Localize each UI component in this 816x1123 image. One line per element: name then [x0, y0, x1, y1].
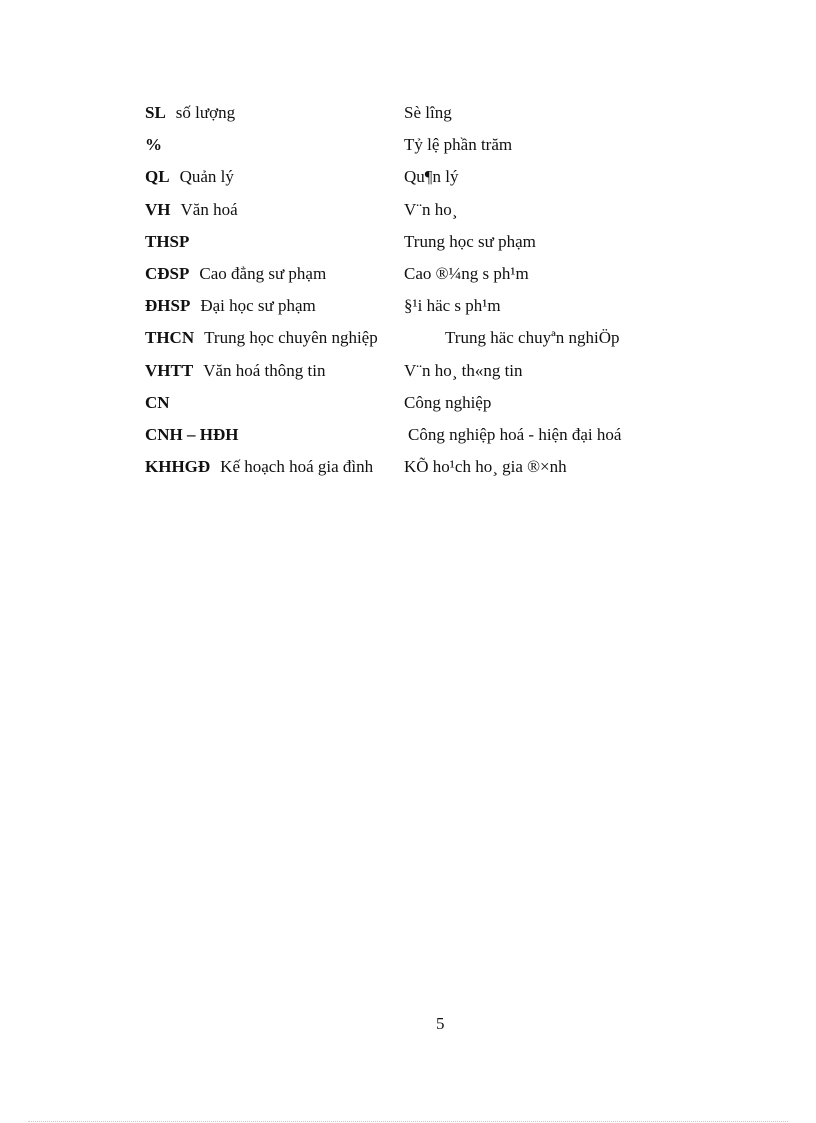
- abbreviation-term: %: [145, 135, 162, 155]
- abbreviation-legacy-text: Trung häc chuyªn nghiÖp: [445, 328, 620, 348]
- abbreviation-row-thsp: [145, 230, 705, 262]
- abbreviation-row-dhsp: [145, 294, 705, 326]
- abbreviation-term: ĐHSP: [145, 296, 191, 316]
- abbreviation-row-percent: [145, 133, 705, 165]
- abbreviation-legacy-text: Trung học sư phạm: [404, 231, 536, 251]
- abbreviation-legacy-text: Qu¶n lý: [404, 167, 459, 187]
- abbreviation-legacy-text: Công nghiệp: [404, 392, 492, 412]
- abbreviation-term: THCN: [145, 328, 195, 348]
- abbreviation-row-vhtt: [145, 359, 705, 391]
- abbreviation-term: QL: [145, 167, 170, 187]
- abbreviation-legacy-text: V¨n ho¸ th«ng tin: [404, 360, 523, 380]
- page-bottom-divider: [28, 1121, 788, 1122]
- abbreviation-term: CN: [145, 392, 170, 412]
- abbreviation-legacy-text: Cao ®¼ng s ph¹m: [404, 263, 529, 283]
- abbreviation-meaning: Trung học chuyên nghiệp: [204, 328, 378, 348]
- abbreviation-row-vh: [145, 198, 705, 230]
- abbreviation-meaning: Đại học sư phạm: [200, 296, 316, 316]
- abbreviation-meaning: Quản lý: [179, 167, 234, 187]
- abbreviation-row-cdsp: [145, 262, 705, 294]
- abbreviation-list: [145, 101, 705, 487]
- abbreviation-row-cnh-hdh: [145, 423, 705, 455]
- abbreviation-meaning: Cao đẳng sư phạm: [199, 263, 327, 283]
- abbreviation-term: CNH – HĐH: [145, 424, 239, 444]
- abbreviation-legacy-text: KÕ ho¹ch ho¸ gia ®×nh: [404, 457, 567, 477]
- abbreviation-meaning: Văn hoá: [180, 199, 238, 219]
- abbreviation-row-khhgd: [145, 455, 705, 487]
- abbreviation-term: SL: [145, 103, 166, 122]
- abbreviation-term: VH: [145, 199, 171, 219]
- abbreviation-term: THSP: [145, 231, 190, 251]
- abbreviation-meaning: Kế hoạch hoá gia đình: [220, 457, 374, 477]
- abbreviation-term: VHTT: [145, 360, 194, 380]
- abbreviation-term: KHHGĐ: [145, 457, 211, 477]
- abbreviation-meaning: số lượng: [175, 103, 236, 122]
- abbreviation-legacy-text: Tỷ lệ phần trăm: [404, 135, 513, 155]
- abbreviation-legacy-text: §¹i häc s ph¹m: [404, 296, 501, 316]
- abbreviation-legacy-text: Sè lîng: [404, 103, 452, 122]
- abbreviation-legacy-text: V¨n ho¸: [404, 199, 458, 219]
- page-number: 5: [436, 1014, 445, 1033]
- abbreviation-row-cn: [145, 391, 705, 423]
- abbreviation-row-sl: [145, 101, 705, 133]
- abbreviation-row-ql: [145, 165, 705, 197]
- abbreviation-legacy-text: Công nghiệp hoá - hiện đại hoá: [408, 424, 622, 444]
- abbreviation-row-thcn: [145, 326, 705, 358]
- abbreviation-term: CĐSP: [145, 263, 190, 283]
- abbreviation-meaning: Văn hoá thông tin: [203, 360, 326, 380]
